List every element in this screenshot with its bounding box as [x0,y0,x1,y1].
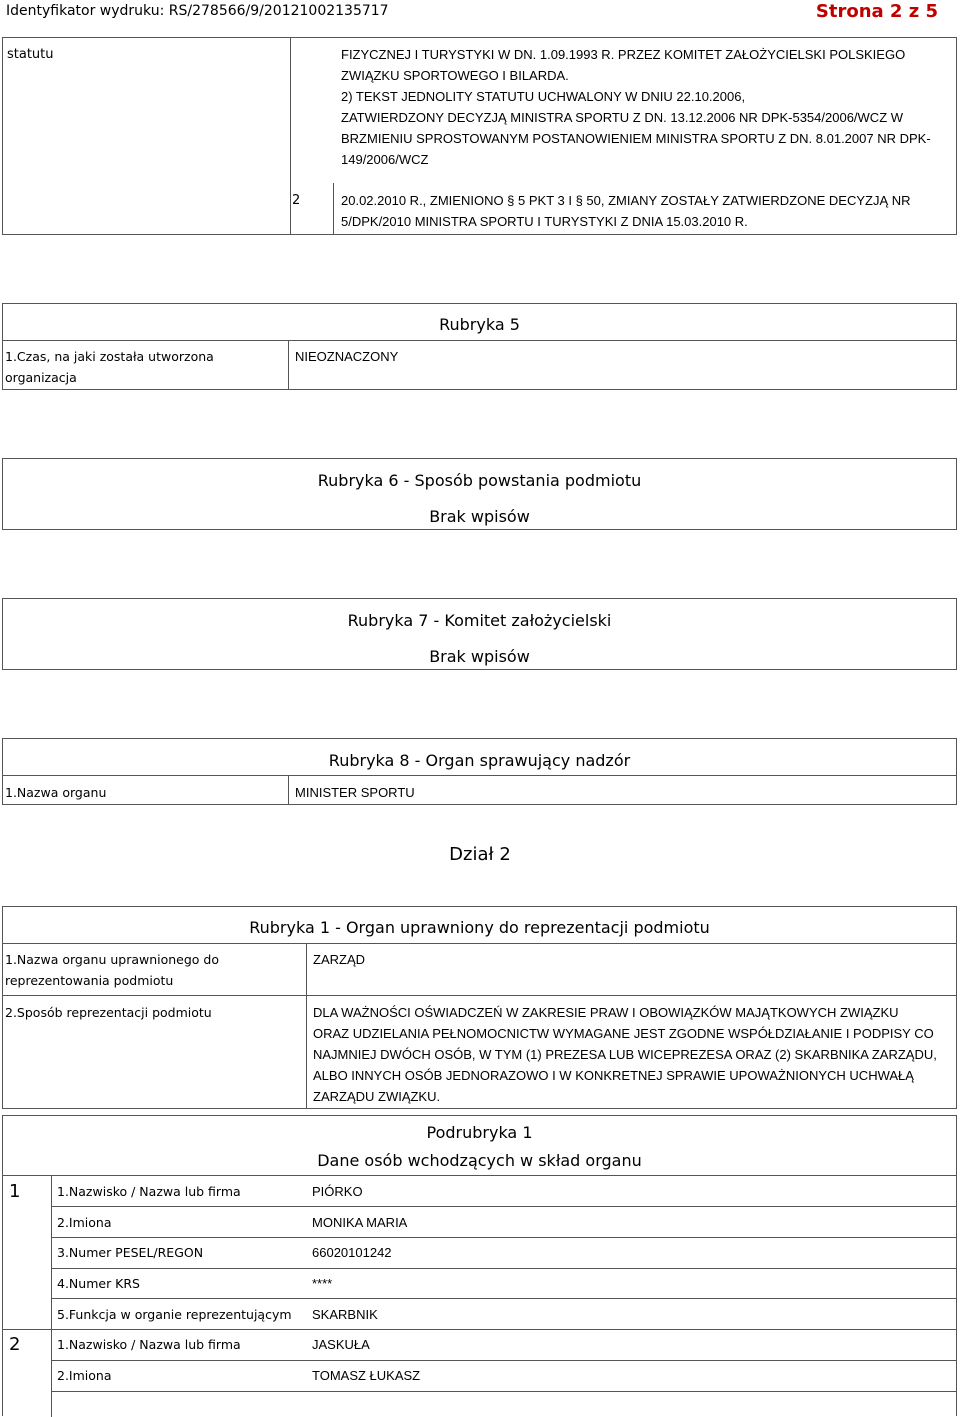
statute-label: statutu [7,47,54,62]
podrubryka-subtitle: Dane osób wchodzących w skład organu [317,1151,642,1170]
rubryka1-row2-label: 2.Sposób reprezentacji podmiotu [5,1005,212,1020]
rubryka8-section [2,738,957,805]
rubryka1-title: Rubryka 1 - Organ uprawniony do reprezentacji podmiotu [249,918,710,937]
statute-line: 149/2006/WCZ [341,152,429,167]
statute-line: ZATWIERDZONY DECYZJĄ MINISTRA SPORTU Z DN. 13.12.2006 NR DPK-5354/2006/WCZ W [341,110,904,125]
entry-line: 20.02.2010 R., ZMIENIONO § 5 PKT 3 I § 50, ZMIANY ZOSTAŁY ZATWIERDZONE DECYZJĄ NR [341,193,911,208]
representation-line: ZARZĄDU ZWIĄZKU. [313,1089,441,1104]
person-field-label: 1.Nazwisko / Nazwa lub firma [57,1337,241,1352]
rubryka7-title: Rubryka 7 - Komitet założycielski [347,611,612,630]
rubryka7-section [2,598,957,670]
rubryka1-row1-value: ZARZĄD [313,952,365,967]
label-line: 1.Nazwa organu uprawnionego do [5,952,220,967]
label-line: organizacja [5,370,77,385]
entry-text [341,190,911,232]
person-field-value: SKARBNIK [312,1307,378,1322]
person-field-label: 3.Numer PESEL/REGON [57,1245,204,1260]
person-field-value: PIÓRKO [312,1184,363,1199]
person-field-label: 4.Numer KRS [57,1276,140,1291]
statute-line: BRZMIENIU SPROSTOWANYM POSTANOWIENIEM MINISTRA SPORTU Z DN. 8.01.2007 NR DPK- [341,131,931,146]
rubryka5-value: NIEOZNACZONY [295,349,399,364]
podrubryka-section [2,1115,957,1416]
person-field-label: 5.Funkcja w organie reprezentującym [57,1307,292,1322]
person-field-value: MONIKA MARIA [312,1215,408,1230]
rubryka6-title: Rubryka 6 - Sposób powstania podmiotu [317,471,642,490]
statute-line: 2) TEKST JEDNOLITY STATUTU UCHWALONY W DNIU 22.10.2006, [341,89,746,104]
rubryka7-empty: Brak wpisów [429,647,530,666]
entry-line: 5/DPK/2010 MINISTRA SPORTU I TURYSTYKI Z DNIA 15.03.2010 R. [341,214,748,229]
rubryka5-title: Rubryka 5 [439,315,520,334]
podrubryka-title: Podrubryka 1 [426,1123,533,1142]
person-field-label: 2.Imiona [57,1368,112,1383]
label-line: 1.Czas, na jaki została utworzona [5,349,214,364]
person-index: 1 [9,1181,21,1202]
rubryka8-title: Rubryka 8 - Organ sprawujący nadzór [328,751,631,770]
page-number: Strona 2 z 5 [815,1,938,22]
representation-line: ORAZ UDZIELANIA PEŁNOMOCNICTW WYMAGANE JEST ZGODNE WSPÓŁDZIAŁANIE I PODPISY CO [313,1026,934,1041]
person-index: 2 [9,1334,21,1355]
representation-line: NAJMNIEJ DWÓCH OSÓB, W TYM (1) PREZESA LUB WICEPREZESA ORAZ (2) SKARBNIKA ZARZĄDU, [313,1047,937,1062]
statute-line: FIZYCZNEJ I TURYSTYKI W DN. 1.09.1993 R. PRZEZ KOMITET ZAŁOŻYCIELSKI POLSKIEGO [341,47,906,62]
section-title: Dział 2 [449,844,511,865]
representation-line: DLA WAŻNOŚCI OŚWIADCZEŃ W ZAKRESIE PRAW I OBOWIĄZKÓW MAJĄTKOWYCH ZWIĄZKU [313,1005,899,1020]
person-field-value: JASKUŁA [312,1337,370,1352]
rubryka5-section [2,303,957,390]
entry-number: 2 [292,193,301,208]
person-field-value: 66020101242 [312,1245,392,1260]
statute-line: ZWIĄZKU SPORTOWEGO I BILARDA. [341,68,569,83]
person-field-label: 2.Imiona [57,1215,112,1230]
rubryka1-row1-label [5,949,219,991]
representation-line: ALBO INNYCH OSÓB JEDNORAZOWO I W KONKRETNEJ SPRAWIE UPOWAŻNIONYCH UCHWAŁĄ [313,1068,914,1083]
print-identifier: Identyfikator wydruku: RS/278566/9/20121002135717 [6,3,389,19]
person-field-label: 1.Nazwisko / Nazwa lub firma [57,1184,241,1199]
label-line: reprezentowania podmiotu [5,973,174,988]
rubryka8-label: 1.Nazwa organu [5,785,107,800]
statute-block [2,37,957,235]
rubryka8-value: MINISTER SPORTU [295,785,415,800]
rubryka6-empty: Brak wpisów [429,507,530,526]
rubryka1-section [2,906,957,1109]
rubryka5-label [5,346,214,388]
statute-text [341,44,931,170]
person-field-value: **** [312,1276,333,1291]
rubryka1-row2-value [313,1002,937,1107]
rubryka6-section [2,458,957,530]
person-field-value: TOMASZ ŁUKASZ [312,1368,421,1383]
